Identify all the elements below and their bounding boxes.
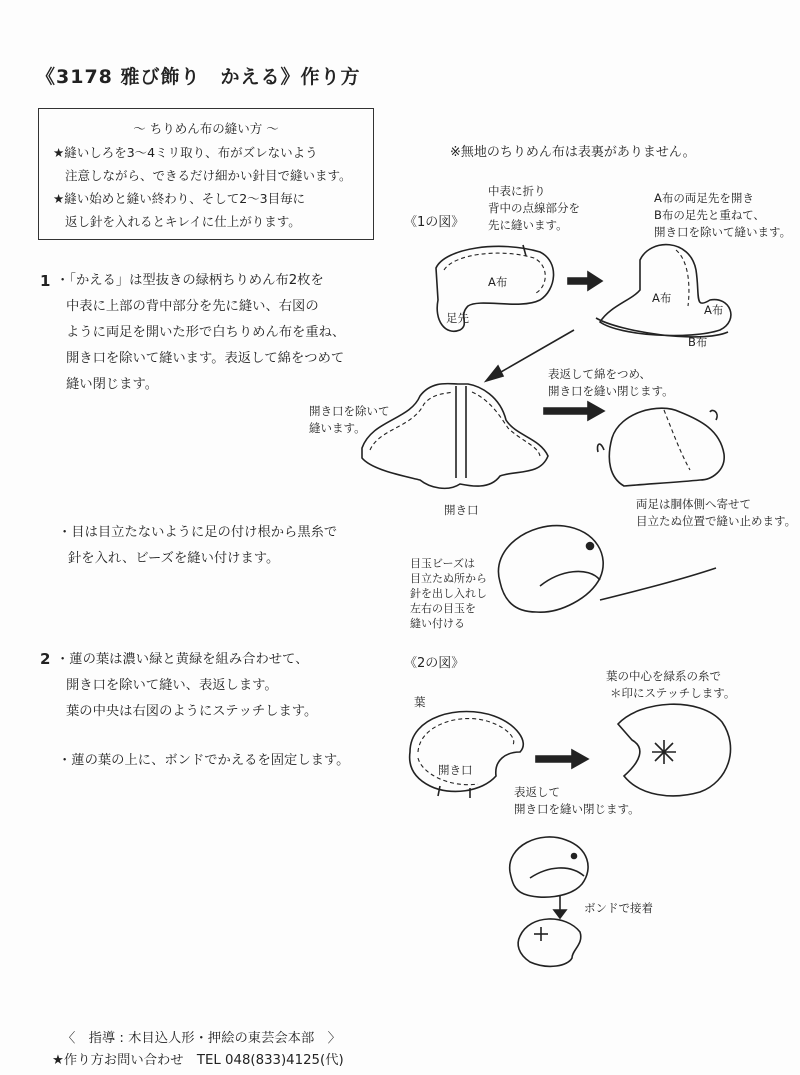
note-line: 背中の点線部分を	[488, 201, 580, 215]
final-arrow	[554, 896, 566, 918]
step1-number: 1	[40, 272, 51, 290]
final-leaf	[518, 919, 581, 966]
page-title: 《3178 雅び飾り かえる》作り方	[36, 66, 361, 88]
step1-line: 開き口を除いて縫います。表返して綿をつめて	[66, 351, 345, 366]
eyes-line: 針を入れ、ビーズを縫い付けます。	[68, 551, 280, 566]
note-line: 開き口を縫い閉じます。	[514, 802, 640, 816]
step1-line: 縫い閉じます。	[66, 377, 159, 392]
note-line: 両足は胴体側へ寄せて	[636, 497, 751, 511]
step2-line: ・蓮の葉は濃い緑と黄緑を組み合わせて、	[56, 652, 309, 667]
fig2-glue-note: ボンドで接着	[584, 901, 653, 915]
fig1-label-a1: A布	[488, 275, 508, 289]
fig2-center-note	[606, 668, 735, 702]
step2-text	[56, 647, 317, 725]
fig2-leaf	[410, 712, 524, 799]
fig1-label: 《1の図》	[404, 215, 465, 230]
sewing-tip-line: ★縫い始めと縫い終わり、そして2～3目毎に	[53, 191, 306, 206]
eyes-line: ・目は目立たないように足の付け根から黒糸で	[58, 525, 338, 540]
note-line: 開き口を縫い閉じます。	[548, 384, 674, 398]
note-line: 表返して綿をつめ、	[548, 367, 652, 381]
note-line: 葉の中心を緑系の糸で	[606, 669, 721, 683]
sewing-tip-line: 注意しながら、できるだけ細かい針目で縫います。	[65, 168, 352, 183]
fig1-frog-eyes	[498, 526, 716, 613]
note-line: ＊印にステッチします。	[610, 686, 736, 700]
step2-line: 葉の中央は右図のようにステッチします。	[66, 704, 318, 719]
footer-instructor: 〈 指導 : 木目込人形・押絵の東芸会本部 〉	[62, 1031, 341, 1046]
fig2-turn-note	[514, 784, 640, 818]
fig1-legs-note	[636, 496, 796, 530]
plain-cloth-note: ※無地のちりめん布は表裏がありません。	[450, 145, 696, 160]
step1-line: ・「かえる」は型抜きの緑柄ちりめん布2枚を	[56, 273, 324, 288]
fig1-stuffed-frog	[597, 408, 724, 486]
sewing-tip-line: ★縫いしろを3～4ミリ取り、布がズレないよう	[53, 145, 318, 160]
fig1-eyes-note	[410, 556, 487, 631]
fig2-label: 《2の図》	[404, 656, 465, 671]
note-line: 表返して	[514, 785, 560, 799]
note-line: 目立たぬ位置で縫い止めます。	[636, 514, 797, 528]
fig2-stitched-leaf	[618, 704, 731, 796]
note-line: 針を出し入れし	[410, 587, 487, 600]
fig1-label-b: B布	[688, 335, 708, 349]
step1-line: ように両足を開いた形で白ちりめん布を重ね、	[66, 325, 346, 340]
fig2-arrow	[536, 750, 588, 768]
step1-text	[56, 268, 345, 398]
fig1-turn-note	[548, 366, 674, 400]
note-line: B布の足先と重ねて、	[654, 208, 765, 222]
note-line: 目立たぬ所から	[410, 572, 487, 585]
fig1-a-cloth-note	[654, 190, 791, 241]
footer-contact: ★作り方お問い合わせ TEL 048(833)4125(代)	[52, 1053, 344, 1068]
sewing-tips-box	[38, 108, 374, 240]
fig2-label-opening: 開き口	[438, 763, 473, 777]
note-line: 先に縫います。	[488, 218, 568, 232]
step1-eyes-text	[58, 520, 337, 572]
fig1-label-a3: A布	[704, 303, 724, 317]
fig1-label-a2: A布	[652, 291, 672, 305]
note-line: 縫い付ける	[410, 617, 465, 630]
fig1-label-foot: 足先	[446, 311, 469, 325]
note-line: 左右の目玉を	[410, 602, 476, 615]
note-line: A布の両足先を開き	[654, 191, 754, 205]
step2-line: 開き口を除いて縫い、表返します。	[66, 678, 278, 693]
note-line: 開き口を除いて縫います。	[654, 225, 792, 239]
note-line: 開き口を除いて	[309, 404, 390, 418]
step1-line: 中表に上部の背中部分を先に縫い、右図の	[66, 299, 319, 314]
sewing-tip-line: 返し針を入れるとキレイに仕上がります。	[65, 214, 301, 229]
note-line: 縫います。	[309, 421, 366, 435]
fig2-label-leaf: 葉	[414, 695, 426, 709]
glue-line: ・蓮の葉の上に、ボンドでかえるを固定します。	[58, 753, 350, 768]
fig1-fold-note	[488, 183, 580, 234]
fig1-exclude-note	[309, 403, 390, 437]
note-line: 中表に折り	[488, 184, 546, 198]
final-frog	[510, 837, 588, 897]
fig1-arrow-1	[568, 272, 602, 290]
sewing-tips-heading: ～ ちりめん布の縫い方 ～	[133, 121, 279, 136]
note-line: 目玉ビーズは	[410, 557, 476, 570]
fig1-opened-piece	[362, 384, 548, 489]
fig1-label-opening: 開き口	[444, 503, 479, 517]
fig1-arrow-2	[544, 402, 604, 420]
step2-number: 2	[40, 650, 51, 668]
